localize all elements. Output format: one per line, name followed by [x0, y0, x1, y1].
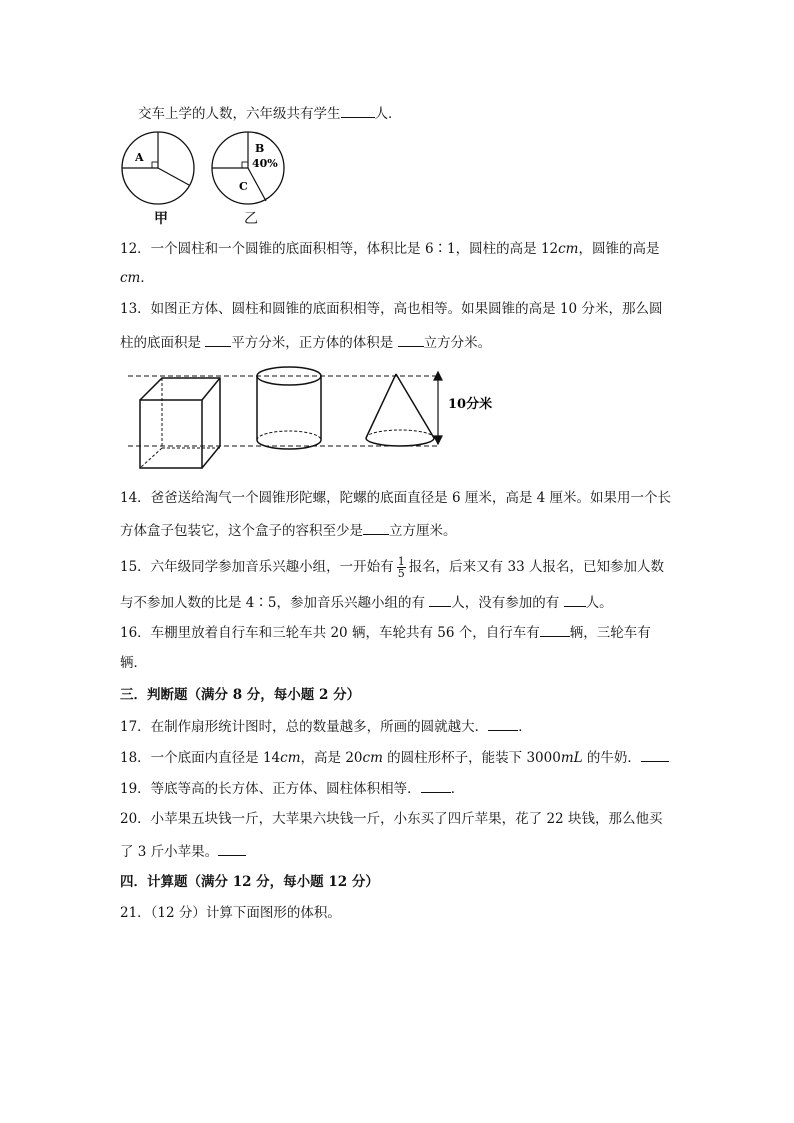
q11-line	[138, 103, 402, 124]
q15-line2	[120, 592, 613, 613]
q13-line1: 13．如图正方体、圆柱和圆锥的底面积相等，高也相等。如果圆锥的高是 10 分米，那么圆	[120, 301, 663, 317]
q18-text-c: 的圆柱形杯子，能装下 3000	[382, 750, 561, 766]
cube-shape	[140, 378, 220, 468]
q16-line1	[120, 622, 651, 643]
q15-blank-2	[564, 592, 586, 607]
section-3-title	[120, 685, 360, 705]
q19-text: 19．等底等高的长方体、正方体、圆柱体积相等．	[120, 781, 421, 797]
q15-text-c2: 人。	[585, 595, 613, 611]
q18-unit-1: cm	[280, 750, 301, 766]
q15-blank-1	[429, 592, 451, 607]
q17-end: ．	[518, 719, 532, 735]
q16-blank	[540, 622, 570, 637]
q13-text-a: 柱的底面积是	[120, 335, 201, 351]
q18-text-b: ，高是 20	[300, 750, 363, 766]
pie-yi-label-c: C	[239, 180, 248, 193]
cone-shape	[366, 374, 434, 446]
q20-text: 了 3 斤小苹果。	[120, 844, 219, 860]
q16-text-b: 辆，三轮车有	[569, 625, 651, 641]
pie-jia-caption: 甲	[154, 211, 168, 227]
q13-text-c: 立方分米。	[423, 335, 492, 351]
pie-yi-caption: 乙	[244, 211, 258, 227]
q12-unit-2: cm	[120, 270, 141, 286]
pie-chart-jia	[122, 132, 194, 204]
q15-frac-den: 5	[397, 567, 405, 580]
q12-unit: cm	[558, 241, 579, 257]
q15-line1	[120, 556, 664, 579]
q14-text-a: 方体盒子包装它，这个盒子的容积至少是	[120, 523, 363, 539]
q14-line2	[120, 520, 457, 541]
height-marker	[434, 372, 442, 444]
q11-after: 人．	[374, 106, 402, 122]
q13-text-b: 平方分米，正方体的体积是	[231, 335, 394, 351]
pie-yi-percent: 40%	[252, 157, 278, 170]
q19-blank	[421, 778, 451, 793]
q13-line2	[120, 332, 491, 353]
q20-blank	[218, 841, 246, 856]
section-4-title	[120, 872, 379, 892]
q15-text-a2: 与不参加人数的比是 4∶5，参加音乐兴趣小组的有	[120, 595, 425, 611]
q12-text-b: ，圆锥的高是	[578, 241, 660, 257]
q14-blank	[363, 520, 389, 535]
height-label: 10分米	[448, 397, 493, 412]
pie-chart-yi	[212, 132, 284, 204]
q15-fraction	[397, 556, 406, 579]
q15-text-a: 15．六年级同学参加音乐兴趣小组，一开始有	[120, 559, 394, 575]
q14-line1: 14．爸爸送给淘气一个圆锥形陀螺，陀螺的底面直径是 6 厘米，高是 4 厘米。如果用一个长	[120, 490, 672, 506]
q18-unit-2: cm	[362, 750, 383, 766]
q20-line1: 20．小苹果五块钱一斤，大苹果六块钱一斤，小东买了四斤苹果，花了 22 块钱，那么他买	[120, 811, 663, 827]
q18-text-a: 18．一个底面内直径是 14	[120, 750, 281, 766]
q16-text-a: 16．车棚里放着自行车和三轮车共 20 辆，车轮共有 56 个，自行车有	[120, 625, 540, 641]
q15-frac-num: 1	[397, 555, 405, 568]
q12-text-a: 12．一个圆柱和一个圆锥的底面积相等，体积比是 6∶1，圆柱的高是 12	[120, 241, 559, 257]
q12-line1	[120, 238, 660, 259]
pie-yi-label-b: B	[255, 142, 265, 155]
q20-line2	[120, 841, 246, 862]
q18-line	[120, 747, 669, 768]
q18-text-d: 的牛奶．	[582, 750, 641, 766]
q16-line2: 辆．	[120, 655, 147, 671]
section-4-title-text: 四．计算题（满分 12 分，每小题 12 分）	[120, 874, 379, 890]
q18-blank	[641, 747, 669, 762]
q12-line2	[120, 268, 154, 288]
pie-charts-figure	[118, 128, 298, 228]
q14-text-b: 立方厘米。	[389, 523, 457, 539]
q11-blank	[341, 103, 375, 118]
cylinder-shape	[257, 367, 321, 449]
q11-text: 交车上学的人数，六年级共有学生	[138, 106, 341, 122]
q17-line	[120, 716, 532, 737]
q13-blank-2	[398, 332, 424, 347]
q15-text-b2: 人，没有参加的有	[451, 595, 560, 611]
pie-jia-label-a: A	[135, 151, 144, 164]
q21-line: 21．（12 分）计算下面图形的体积。	[120, 905, 341, 921]
q17-text: 17．在制作扇形统计图时，总的数量越多，所画的圆就越大．	[120, 719, 489, 735]
solids-figure	[120, 362, 520, 474]
q15-text-b: 报名，后来又有 33 人报名，已知参加人数	[408, 559, 664, 575]
q18-unit-3: mL	[560, 750, 583, 766]
q12-end: ．	[140, 270, 154, 286]
q13-blank-1	[205, 332, 231, 347]
section-3-title-text: 三．判断题（满分 8 分，每小题 2 分）	[120, 687, 361, 703]
q17-blank	[488, 716, 518, 731]
q19-end: ．	[450, 781, 465, 797]
q19-line	[120, 778, 464, 799]
